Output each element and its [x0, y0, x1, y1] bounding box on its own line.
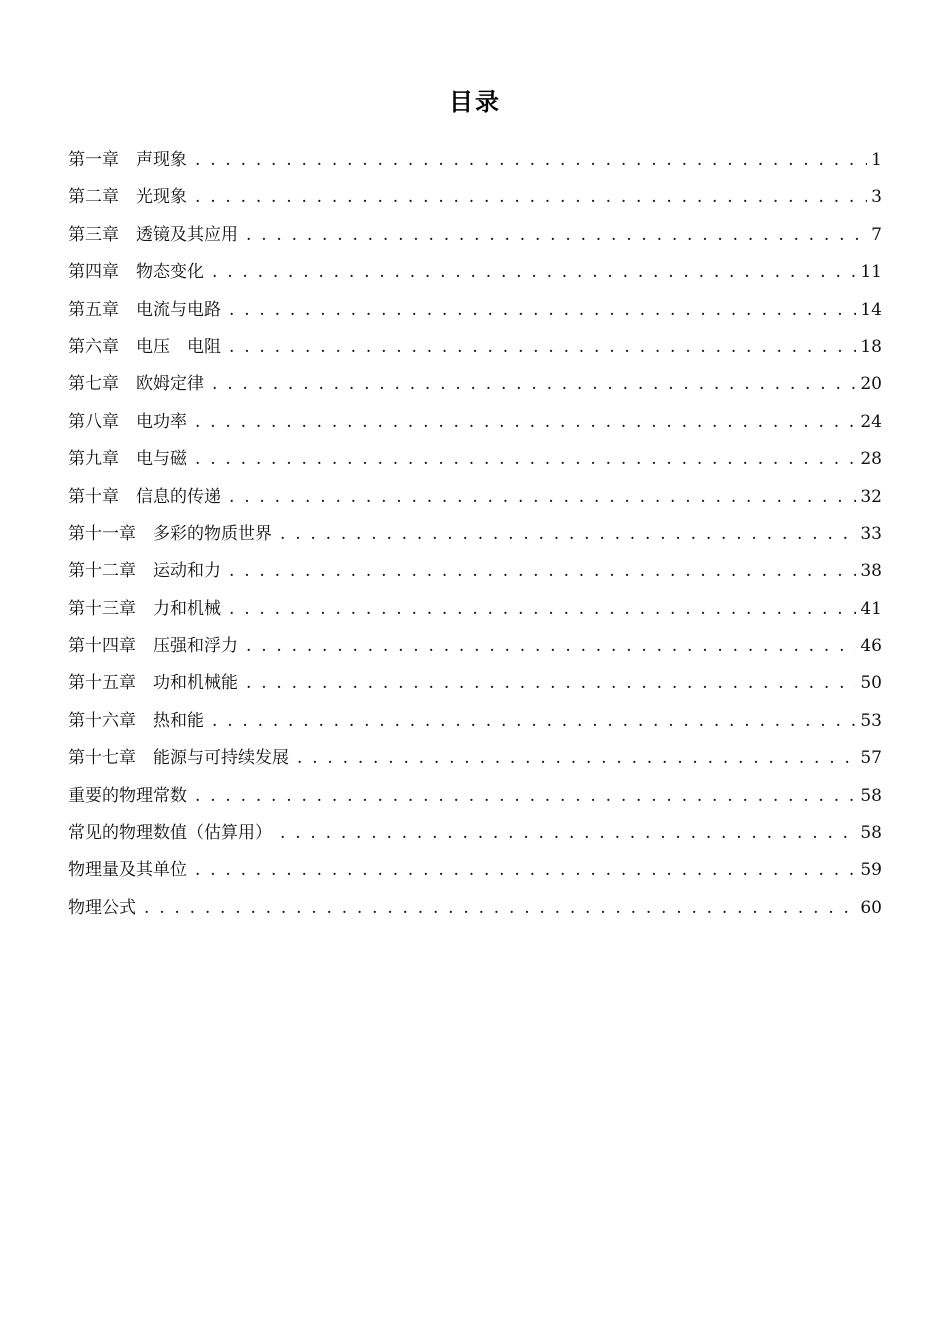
toc-entry-page: 59: [860, 860, 882, 881]
toc-entry-page: 58: [860, 823, 882, 844]
dot-leader: [195, 407, 856, 437]
toc-entry-page: 20: [860, 374, 882, 395]
toc-entry-label: 第二章 光现象: [68, 187, 187, 208]
toc-entry-page: 58: [860, 785, 882, 806]
dot-leader: [246, 631, 856, 661]
toc-entry-label: 常见的物理数值（估算用）: [68, 823, 272, 844]
toc-entry[interactable]: [68, 706, 882, 743]
dot-leader: [195, 145, 867, 175]
toc-entry-page: 57: [860, 748, 882, 769]
dot-leader: [229, 594, 856, 624]
dot-leader: [212, 257, 856, 287]
toc-entry-page: 46: [860, 636, 882, 657]
toc-entry[interactable]: [68, 893, 882, 930]
toc-entry[interactable]: [68, 145, 882, 182]
toc-entry-page: 18: [860, 336, 882, 357]
dot-leader: [229, 295, 856, 325]
toc-entry-page: 50: [860, 673, 882, 694]
dot-leader: [297, 743, 856, 773]
toc-entry-label: 物理公式: [68, 897, 136, 918]
toc-entry-page: 24: [860, 411, 882, 432]
toc-entry-label: 第十七章 能源与可持续发展: [68, 748, 289, 769]
toc-entry[interactable]: [68, 668, 882, 705]
toc-entry-label: 第三章 透镜及其应用: [68, 224, 238, 245]
toc-entry[interactable]: [68, 855, 882, 892]
toc-entry-label: 第六章 电压 电阻: [68, 336, 221, 357]
toc-entry-page: 38: [860, 561, 882, 582]
dot-leader: [195, 781, 856, 811]
toc-entry-page: 32: [860, 486, 882, 507]
dot-leader: [195, 855, 856, 885]
toc-entry-label: 第十章 信息的传递: [68, 486, 221, 507]
toc-entry[interactable]: [68, 519, 882, 556]
toc-entry[interactable]: [68, 556, 882, 593]
dot-leader: [212, 706, 856, 736]
toc-entry-page: 14: [860, 299, 882, 320]
toc-entry-page: 41: [860, 598, 882, 619]
toc-entry[interactable]: [68, 295, 882, 332]
toc-entry-label: 第十三章 力和机械: [68, 598, 221, 619]
dot-leader: [212, 369, 856, 399]
toc-entry-label: 第四章 物态变化: [68, 262, 204, 283]
toc-entry[interactable]: [68, 220, 882, 257]
dot-leader: [195, 444, 856, 474]
dot-leader: [229, 332, 856, 362]
toc-entry[interactable]: [68, 743, 882, 780]
table-of-contents: [68, 145, 882, 930]
toc-entry[interactable]: [68, 631, 882, 668]
toc-entry-page: 1: [871, 150, 882, 170]
toc-entry-label: 第八章 电功率: [68, 411, 187, 432]
dot-leader: [246, 668, 856, 698]
toc-entry[interactable]: [68, 332, 882, 369]
toc-entry[interactable]: [68, 594, 882, 631]
dot-leader: [280, 519, 856, 549]
dot-leader: [144, 893, 856, 923]
toc-entry[interactable]: [68, 781, 882, 818]
toc-entry-label: 第十五章 功和机械能: [68, 673, 238, 694]
toc-entry-page: 11: [860, 262, 882, 283]
toc-entry-label: 物理量及其单位: [68, 860, 187, 881]
toc-entry[interactable]: [68, 407, 882, 444]
dot-leader: [229, 482, 856, 512]
toc-entry-label: 第七章 欧姆定律: [68, 374, 204, 395]
toc-entry-page: 60: [860, 897, 882, 918]
toc-entry-page: 3: [871, 187, 882, 208]
toc-entry-page: 28: [860, 449, 882, 470]
toc-entry-label: 重要的物理常数: [68, 785, 187, 806]
dot-leader: [246, 220, 867, 250]
toc-entry-label: 第十二章 运动和力: [68, 561, 221, 582]
dot-leader: [229, 556, 856, 586]
page-title: 目录: [449, 88, 501, 116]
toc-entry-page: 7: [871, 224, 882, 245]
toc-entry-label: 第九章 电与磁: [68, 449, 187, 470]
toc-entry-label: 第一章 声现象: [68, 150, 187, 170]
toc-entry[interactable]: [68, 818, 882, 855]
toc-entry[interactable]: [68, 369, 882, 406]
toc-entry-page: 53: [860, 710, 882, 731]
toc-entry-label: 第十六章 热和能: [68, 710, 204, 731]
toc-entry-label: 第十一章 多彩的物质世界: [68, 523, 272, 544]
toc-entry-label: 第十四章 压强和浮力: [68, 636, 238, 657]
toc-entry-label: 第五章 电流与电路: [68, 299, 221, 320]
dot-leader: [280, 818, 856, 848]
toc-entry[interactable]: [68, 444, 882, 481]
toc-entry-page: 33: [860, 523, 882, 544]
dot-leader: [195, 182, 867, 212]
toc-entry[interactable]: [68, 182, 882, 219]
toc-entry[interactable]: [68, 482, 882, 519]
toc-entry[interactable]: [68, 257, 882, 294]
